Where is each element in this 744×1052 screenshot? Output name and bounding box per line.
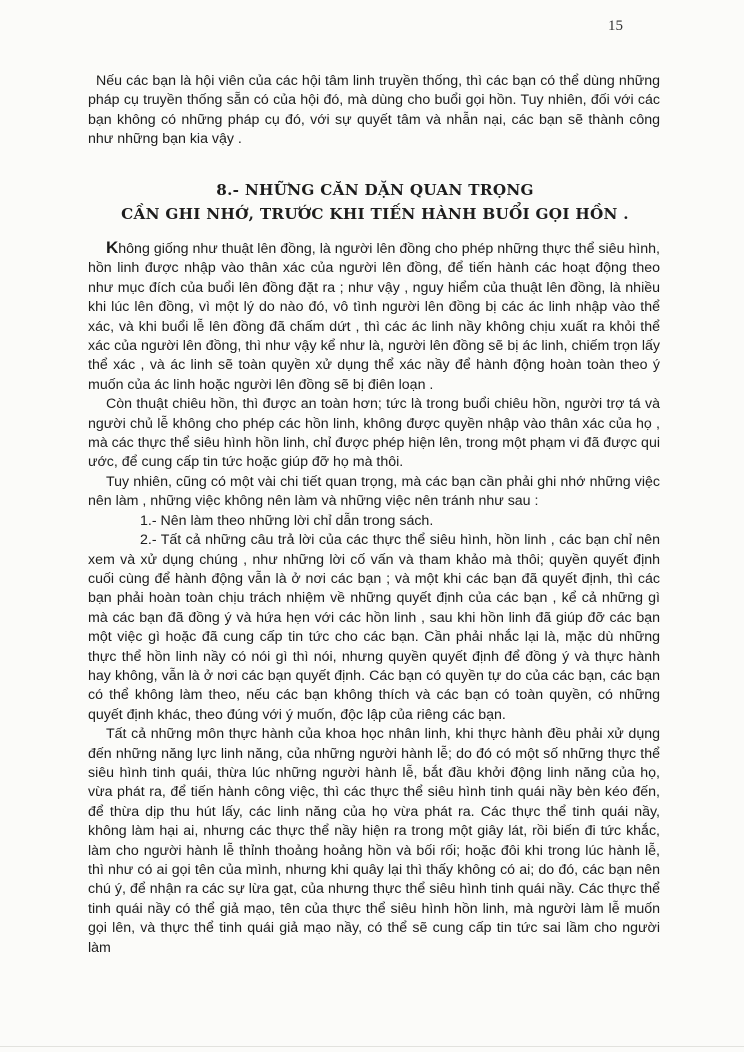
paragraph-4: Tất cả những môn thực hành của khoa học nhân linh, khi thực hành đều phải xử dụng đến những năng lực linh năng, của những người hành lễ; do đó có một số những thực thể siêu hình tinh quái, thừa lúc những người hành lễ, bắt đầu khởi động linh năng của họ, vừa phát ra, để tiến hành công việc, thì các thực thể siêu hình tinh quái nầy bèn kéo đến, để thừa dịp thu hút lấy, các linh năng của họ vừa phát ra. Các thực thể tinh quái nầy, không làm hại ai, nhưng các thực thể nầy hiện ra trong một giây lát, rồi biến đi tức khắc, làm cho người hành lễ thỉnh thoảng hoảng hồn và bối rối; hoặc đôi khi trong lúc hành lễ, thì như có ai gọi tên của mình, nhưng khi quây lại thì thấy không có ai; do đó, các bạn nên chú ý, để nhận ra các sự lừa gạt, của nhưng thực thể siêu hình tinh quái nầy. Các thực thể tinh quái nầy có thể giả mạo, tên của thực thể siêu hình hồn linh, mà người làm lễ muốn gọi lên, và thực thể tinh quái giả mạo nầy, có thể sẽ cung cấp tin tức sai lầm cho người làm (88, 726, 660, 956)
page-edge-line (0, 1046, 744, 1047)
paragraph-2: Còn thuật chiêu hồn, thì được an toàn hơn; tức là trong buổi chiêu hồn, người trợ tá và người chủ lễ không cho phép các hồn linh, không được quyền nhập vào thân xác của họ , mà các thực thể siêu hình hồn linh, chỉ được phép hiện lên, trong một phạm vi đã được qui ước, để cung cấp tin tức hoặc giúp đỡ họ mà thôi. (88, 396, 660, 471)
list-item-1: 1.- Nên làm theo những lời chỉ dẫn trong sách. (140, 512, 434, 529)
list-item-2: 2.- Tất cả những câu trả lời của các thực thể siêu hình, hồn linh , các bạn chỉ nên xem và xử dụng chúng , như những lời cố vấn và tham khảo mà thôi; quyền quyết định cuối cùng để hành động vẫn là ở nơi các bạn ; và một khi các bạn đã quyết định, thì các bạn phải hoàn toàn chịu trách nhiệm về những quyết định của các bạn , kể cả những gì mà các bạn đã đồng ý và hứa hẹn với các hồn linh , sau khi hồn linh đã giúp đỡ các bạn một việc gì hoặc đã cung cấp tin tức cho các bạn. Cần phải nhắc lại là, mặc dù những thực thể hồn linh nầy có nói gì thì nói, nhưng quyền quyết định để đồng ý và thực hành hay không, vẫn là ở nơi các bạn quyết định. Các bạn có quyền tự do của các bạn, các bạn có thể không làm theo, nếu các bạn không thích và các bạn có toàn quyền, có những quyết định khác, theo đúng với ý muốn, độc lập của riêng các bạn. (88, 532, 660, 723)
section-heading (80, 178, 670, 226)
paragraph-1 (88, 238, 660, 395)
section-body (88, 238, 660, 958)
section-heading-line-1: 8.- NHỮNG CĂN DẶN QUAN TRỌNG (216, 181, 534, 199)
intro-paragraph: Nếu các bạn là hội viên của các hội tâm linh truyền thống, thì các bạn có thể dùng những pháp cụ truyền thống sẵn có của hội đó, mà dùng cho buổi gọi hồn. Tuy nhiên, đối với các bạn không có những pháp cụ đó, với sự quyết tâm và nhẫn nại, các bạn sẽ thành công như những bạn kia vậy . (88, 73, 660, 148)
page-number: 15 (608, 18, 623, 34)
drop-cap: K (106, 238, 119, 257)
paragraph-1-text: hông giống như thuật lên đồng, là người lên đồng cho phép những thực thể siêu hình, hồn linh được nhập vào thân xác của người lên đồng, để tiến hành các hoạt động theo như mục đích của buổi lên đồng đặt ra ; như vậy , nguy hiểm của thuật lên đồng, là nhiều khi lúc lên đồng, vì một lý do nào đó, vô tình người lên đồng bị các ác linh nhập vào thể xác, và khi buổi lễ lên đồng đã chấm dứt , thì các ác linh nầy không chịu xuất ra khỏi thể xác của người lên đồng, thì như vậy kể như là, người lên đồng sẽ bị ác linh, chiếm trọn lấy thể xác , và ác linh sẽ toàn quyền xử dụng thể xác nầy để hành động hoàn toàn theo ý muốn của ác linh hoặc người lên đồng sẽ bị điên loạn . (88, 241, 660, 393)
paragraph-3: Tuy nhiên, cũng có một vài chi tiết quan trọng, mà các bạn cần phải ghi nhớ những việc nên làm , những việc không nên làm và những việc nên tránh như sau : (88, 473, 660, 510)
section-heading-line-2: CẦN GHI NHỚ, TRƯỚC KHI TIẾN HÀNH BUỔI GỌI HỒN . (121, 205, 629, 223)
